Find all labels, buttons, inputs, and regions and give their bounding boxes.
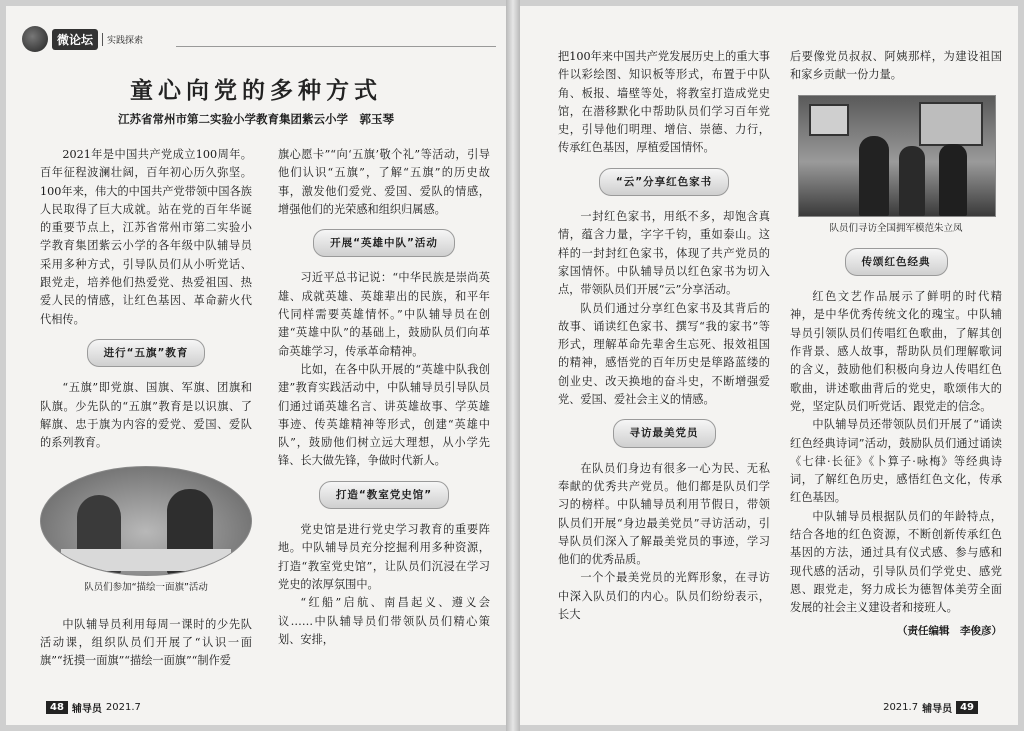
desk-paper [61,549,231,571]
photo-figure [790,95,1002,238]
left-page-column-1 [40,146,252,671]
person-figure [899,146,925,216]
paragraph: “五旗”即党旗、国旗、军旗、团旗和队旗。少先队的“五旗”教育是以识旗、了解旗、忠于旗为内容的爱党、爱国、爱队的系列教育。 [40,381,252,450]
section-label: 寻访最美党员 [613,419,716,447]
photo-caption: 队员们参加“描绘一面旗”活动 [84,582,208,594]
issue-date: 2021.7 [105,702,141,713]
header-logo-text: 微论坛 [52,29,98,50]
paragraph: “红船”启航、南昌起义、遵义会议……中队辅导员们带领队员们精心策划、安排， [278,596,490,646]
right-page [520,6,1018,725]
paragraph: 比如，在各中队开展的“英雄中队我创建”教育实践活动中，中队辅导员引导队员们通过诵英雄名言、讲英雄故事、学英雄事迹、传英雄精神等形式，创建“英雄中队”，鼓励他们树立远大理想，从小学先锋、长大做先锋，争做时代新人。 [278,362,490,468]
author-line: 江苏省常州市第二实验小学教育集团紫云小学 郭玉琴 [118,112,394,126]
left-footer [46,700,141,715]
photo-figure [40,466,252,597]
photo-children-drawing [40,466,252,576]
paragraph: 2021年是中国共产党成立100周年。百年征程波澜壮阔，百年初心历久弥坚。100年来，伟大的中国共产党带领中国各族人民取得了巨大成就。站在党的百年华诞的重要节点上，江苏省常州市第二实验小学教育集团紫云小学的各年级中队辅导员采用多种方式，引导队员们从小听党话、跟党走，培养他们热爱党、热爱祖国、热爱人民的情感，让红色基因、革命薪火代代相传。 [40,148,252,326]
section-label: 进行“五旗”教育 [87,339,206,367]
header-column-name: 实践探索 [102,33,143,46]
section-label: 打造“教室党史馆” [319,481,449,509]
paragraph: 习近平总书记说：“中华民族是崇尚英雄、成就英雄、英雄辈出的民族，和平年代同样需要英雄情怀。”中队辅导员在创建“英雄中队”的基础上，鼓励队员们向革命英雄学习，传承革命精神。 [278,271,490,358]
right-footer [883,700,978,715]
paragraph: 党史馆是进行党史学习教育的重要阵地。中队辅导员充分挖掘利用多种资源，打造“教室党史馆”，让队员们沉浸在学习党史的浓厚氛围中。 [278,523,490,591]
spine-gutter [506,0,520,731]
paragraph: 把100年来中国共产党发展历史上的重大事件以彩绘图、知识板等形式，布置于中队角、板报、墙壁等处，将教室打造成党史馆，在潜移默化中帮助队员们学习百年党史，引导他们明理、增信、崇德、力行，传承红色基因，厚植爱国情怀。 [558,50,770,155]
wall-frame [919,102,983,146]
section-label: 开展“英雄中队”活动 [313,229,455,257]
right-page-column-1 [558,48,770,624]
person-figure [939,144,967,216]
paragraph: 队员们通过分享红色家书及其背后的故事、诵读红色家书、撰写“我的家书”等形式，理解革命先辈舍生忘死、报效祖国的精神，感悟党的百年历史是筚路蓝缕的创业史、改天换地的奋斗史，不断增强爱党、爱国、爱社会主义的情感。 [558,301,770,407]
section-heading [558,168,770,196]
paragraph: 中队辅导员利用每周一课时的少先队活动课，组织队员们开展了“认识一面旗”“抚摸一面旗”“描绘一面旗”“制作爱 [40,617,252,668]
section-heading [40,339,252,367]
right-page-column-2 [790,48,1002,640]
left-page [6,6,506,725]
magazine-name: 辅导员 [922,704,953,715]
article-title: 童心向党的多种方式 [130,78,382,104]
paragraph: 后要像党员叔叔、阿姨那样，为建设祖国和家乡贡献一份力量。 [790,50,1002,82]
paragraph: 一个个最美党员的光辉形象，在寻访中深入队员们的内心。队员们纷纷表示，长大 [558,571,770,622]
person-figure [859,136,889,216]
page-number: 49 [956,701,978,714]
section-heading [278,229,490,257]
page-number: 48 [46,701,68,714]
header-rule [176,46,496,47]
editor-credit: （责任编辑 李俊彦） [897,624,1002,637]
section-heading [278,481,490,509]
paragraph: 旗心愿卡”“向‘五旗’敬个礼”等活动，引导他们认识“五旗”，了解“五旗”的历史故事，激发他们爱党、爱国、爱队的情感，增强他们的光荣感和组织归属感。 [278,148,490,216]
section-heading [558,419,770,447]
magazine-name: 辅导员 [71,704,102,715]
issue-date: 2021.7 [883,702,919,713]
paragraph: 中队辅导员还带领队员们开展了“诵读红色经典诗词”活动，鼓励队员们通过诵读《七律·长征》《卜算子·咏梅》等经典诗词，了解红色历史，感悟红色文化，传承红色基因。 [790,418,1002,505]
paragraph: 中队辅导员根据队员们的年龄特点，结合各地的红色资源，不断创新传承红色基因的方法，通过具有仪式感、参与感和现代感的活动，引导队员们学党史、感党恩、跟党走，努力成长为德智体美劳全面发展的社会主义建设者和接班人。 [790,509,1002,615]
paragraph: 在队员们身边有很多一心为民、无私奉献的优秀共产党员。他们都是队员们学习的榜样。中队辅导员利用节假日，带领队员们开展“身边最美党员”寻访活动，引导队员们深入了解最美党员的事迹，学习他们的优秀品质。 [558,461,770,567]
paragraph: 红色文艺作品展示了鲜明的时代精神，是中华优秀传统文化的瑰宝。中队辅导员引领队员们传唱红色歌曲，了解其创作背景、感人故事，帮助队员们理解歌词的含义，鼓励他们积极向身边人传唱红色歌曲，讲述歌曲背后的党史，歌颂伟大的党，坚定队员们听党话、跟党走的信念。 [790,290,1002,413]
section-heading [790,248,1002,276]
column-header [22,26,143,52]
section-label: “云”分享红色家书 [599,168,729,196]
header-logo-icon [22,26,48,52]
photo-caption: 队员们寻访全国拥军模范朱立凤 [829,222,963,234]
photo-visit-model [798,95,996,217]
left-page-column-2 [278,146,490,649]
paragraph: 一封红色家书，用纸不多，却饱含真情，蕴含力量，字字千钧，重如泰山。这样的一封封红色家书，体现了共产党员的家国情怀。中队辅导员以红色家书为切入点，带领队员们开展“云”分享活动。 [558,210,770,297]
wall-frame [809,104,849,136]
section-label: 传颂红色经典 [845,248,948,276]
